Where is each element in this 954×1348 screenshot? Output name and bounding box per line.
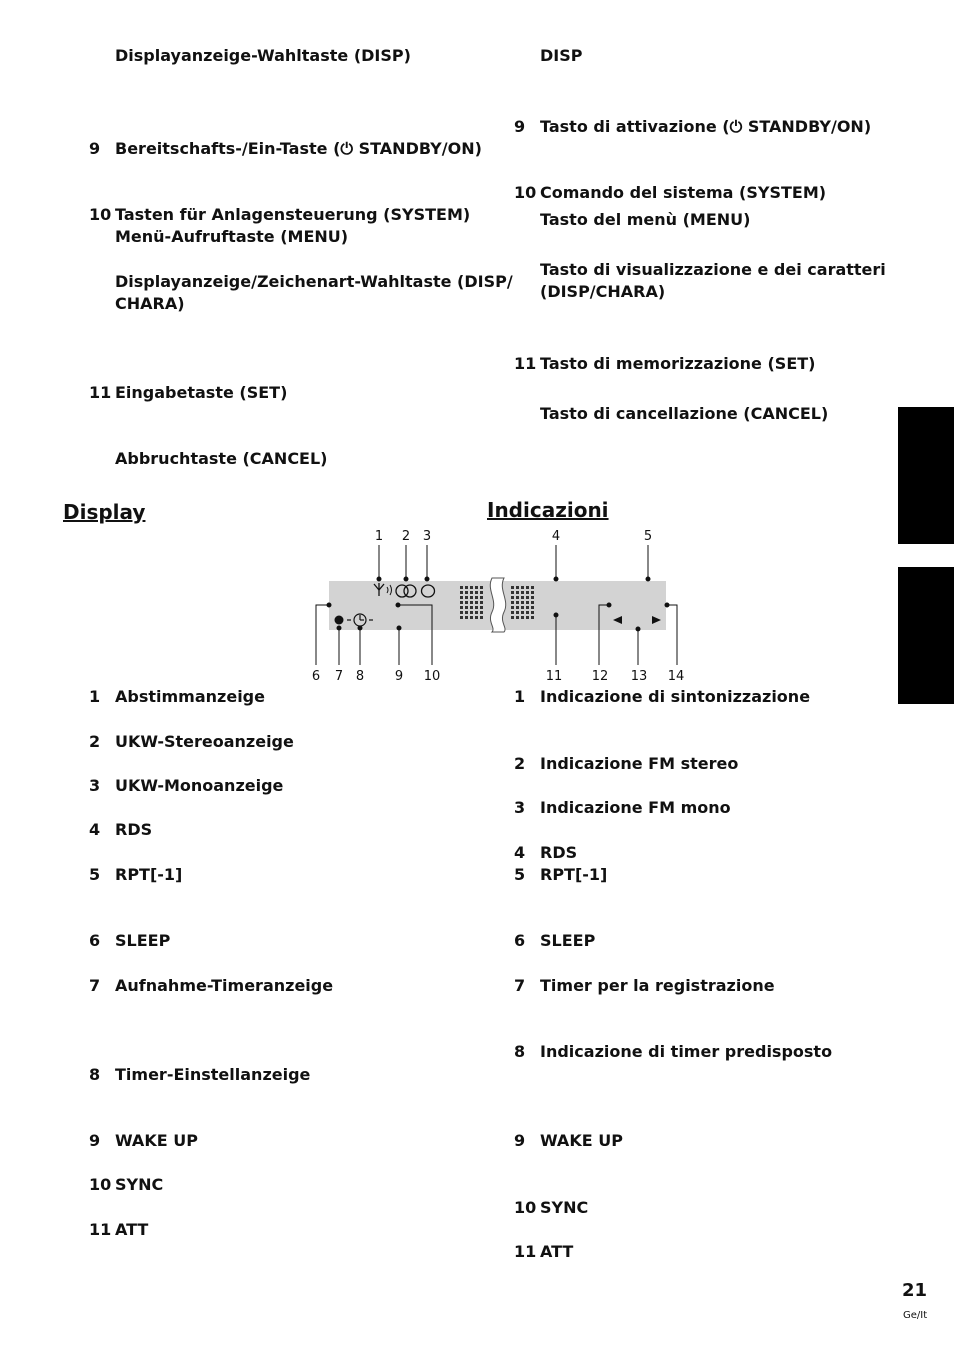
it-list-item-7-text: Timer per la registrazione [540,976,775,995]
it-item-9-text: Tasto di attivazione (⏻ STANDBY/ON) [540,117,872,136]
de-list-item-3-text: UKW-Monoanzeige [115,776,284,795]
de-list-item-4-number: 4 [89,820,101,839]
callout-3: 3 [422,529,432,544]
de-item-11-number: 11 [89,383,112,402]
it-item-10-dispchara-line1: Tasto di visualizzazione e dei caratteri [540,260,886,279]
language-tab-german [898,407,954,544]
de-list-item-10-text: SYNC [115,1175,164,1194]
de-disp-key: Displayanzeige-Wahltaste (DISP) [115,46,411,65]
it-list-item-11-text: ATT [540,1242,574,1261]
it-list-item-5-number: 5 [514,865,526,884]
callout-1: 1 [374,529,384,544]
de-item-9-text: Bereitschafts-/Ein-Taste (⏻ STANDBY/ON) [115,139,482,158]
de-list-item-6-text: SLEEP [115,931,171,950]
it-disp: DISP [540,46,583,65]
it-list-item-6-text: SLEEP [540,931,596,950]
de-list-item-6-number: 6 [89,931,101,950]
it-list-item-5-text: RPT[-1] [540,865,608,884]
de-list-item-9-number: 9 [89,1131,101,1150]
de-list-item-8-number: 8 [89,1065,101,1084]
it-display-heading: Indicazioni [487,498,609,522]
callout-10: 10 [423,669,441,684]
de-list-item-8-text: Timer-Einstellanzeige [115,1065,311,1084]
callout-8: 8 [355,669,365,684]
de-list-item-11-number: 11 [89,1220,112,1239]
callout-14: 14 [667,669,685,684]
language-tab-italian [898,567,954,704]
it-list-item-10-text: SYNC [540,1198,589,1217]
it-list-item-9-number: 9 [514,1131,526,1150]
it-list-item-10-number: 10 [514,1198,537,1217]
it-item-11-text: Tasto di memorizzazione (SET) [540,354,816,373]
de-list-item-5-text: RPT[-1] [115,865,183,884]
it-list-item-2-number: 2 [514,754,526,773]
language-code: Ge/It [903,1310,928,1321]
it-list-item-3-text: Indicazione FM mono [540,798,731,817]
it-list-item-4-text: RDS [540,843,578,862]
callout-2: 2 [401,529,411,544]
it-list-item-11-number: 11 [514,1242,537,1261]
page-number: 21 [902,1280,928,1301]
de-item-10-number: 10 [89,205,112,224]
de-item-10-dispchara-line2: CHARA) [115,294,185,313]
de-item-10-dispchara-line1: Displayanzeige/Zeichenart-Wahltaste (DISP/ [115,272,513,291]
de-list-item-1-text: Abstimmanzeige [115,687,265,706]
it-cancel-key: Tasto di cancellazione (CANCEL) [540,404,829,423]
de-list-item-3-number: 3 [89,776,101,795]
it-list-item-8-text: Indicazione di timer predisposto [540,1042,833,1061]
callout-5: 5 [643,529,653,544]
de-display-heading: Display [63,500,146,524]
callout-6: 6 [311,669,321,684]
de-item-11-text: Eingabetaste (SET) [115,383,288,402]
callout-13: 13 [630,669,648,684]
it-list-item-3-number: 3 [514,798,526,817]
it-item-10-number: 10 [514,183,537,202]
record-timer-icon [335,616,344,625]
it-list-item-9-text: WAKE UP [540,1131,623,1150]
it-item-9-number: 9 [514,117,526,136]
de-item-9-number: 9 [89,139,101,158]
it-list-item-1-number: 1 [514,687,526,706]
de-item-10-system: Tasten für Anlagensteuerung (SYSTEM) [115,205,471,224]
de-item-10-menu: Menü-Aufruftaste (MENU) [115,227,349,246]
it-item-11-number: 11 [514,354,537,373]
callout-12: 12 [591,669,609,684]
de-list-item-2-number: 2 [89,732,101,751]
it-list-item-4-number: 4 [514,843,526,862]
de-list-item-11-text: ATT [115,1220,149,1239]
it-item-10-dispchara-line2: (DISP/CHARA) [540,282,666,301]
de-list-item-1-number: 1 [89,687,101,706]
callout-7: 7 [334,669,344,684]
callout-4: 4 [551,529,561,544]
de-list-item-4-text: RDS [115,820,153,839]
it-item-10-system: Comando del sistema (SYSTEM) [540,183,827,202]
de-list-item-9-text: WAKE UP [115,1131,198,1150]
de-list-item-10-number: 10 [89,1175,112,1194]
de-list-item-2-text: UKW-Stereoanzeige [115,732,294,751]
it-list-item-6-number: 6 [514,931,526,950]
it-list-item-8-number: 8 [514,1042,526,1061]
it-item-10-menu: Tasto del menù (MENU) [540,210,751,229]
de-list-item-7-text: Aufnahme-Timeranzeige [115,976,334,995]
de-cancel-key: Abbruchtaste (CANCEL) [115,449,328,468]
de-list-item-5-number: 5 [89,865,101,884]
callout-11: 11 [545,669,563,684]
it-list-item-7-number: 7 [514,976,526,995]
callout-9: 9 [394,669,404,684]
it-list-item-2-text: Indicazione FM stereo [540,754,739,773]
it-list-item-1-text: Indicazione di sintonizzazione [540,687,811,706]
de-list-item-7-number: 7 [89,976,101,995]
